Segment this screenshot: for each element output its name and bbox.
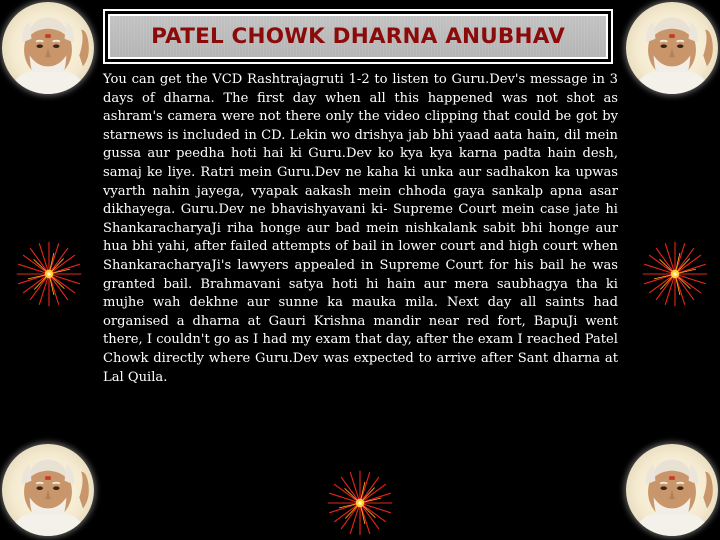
firework-icon xyxy=(637,239,713,309)
saint-portrait-icon xyxy=(2,2,94,94)
page-title: PATEL CHOWK DHARNA ANUBHAV xyxy=(151,24,565,49)
saint-portrait-icon xyxy=(2,444,94,536)
saint-portrait-icon xyxy=(626,2,718,94)
title-frame xyxy=(103,9,613,64)
saint-portrait-icon xyxy=(626,444,718,536)
title-box xyxy=(108,14,608,59)
firework-icon xyxy=(322,468,398,538)
firework-icon xyxy=(11,239,87,309)
body-paragraph: You can get the VCD Rashtrajagruti 1-2 to listen to Guru.Dev's message in 3 days of dharna. The first day when all this happened was not shot as ashram's camera were not there only the video clipping that could be got by starnews is included in CD. Lekin wo drishya jab bhi yaad aata hain, dil mein gussa aur peedha hoti hai ki Guru.Dev ko kya kya karna padta hain desh, samaj ke liye. Ratri mein Guru.Dev ne kaha ki unka aur sadhakon ka upwas vyarth nahin jayega, vyapak aakash mein chhoda gaya sankalp apna asar dikhayega. Guru.Dev ne bhavishyavani ki- Supreme Court mein case jate hi ShankaracharyaJi riha honge aur bad mein nishkalank sabit bhi honge aur hua bhi yahi, after failed attempts of bail in lower court and high court when ShankaracharyaJi's lawyers appealed in Supreme Court for his bail he was granted bail. Brahmavani satya hoti hi hain aur mera saubhagya tha ki mujhe wah dekhne aur sunne ka mauka mila. Next day all saints had organised a dharna at Gauri Krishna mandir near red fort, BapuJi went there, I couldn't go as I had my exam that day, after the exam I reached Patel Chowk directly where Guru.Dev was expected to arrive after Sant dharna at Lal Quila. xyxy=(103,72,618,385)
